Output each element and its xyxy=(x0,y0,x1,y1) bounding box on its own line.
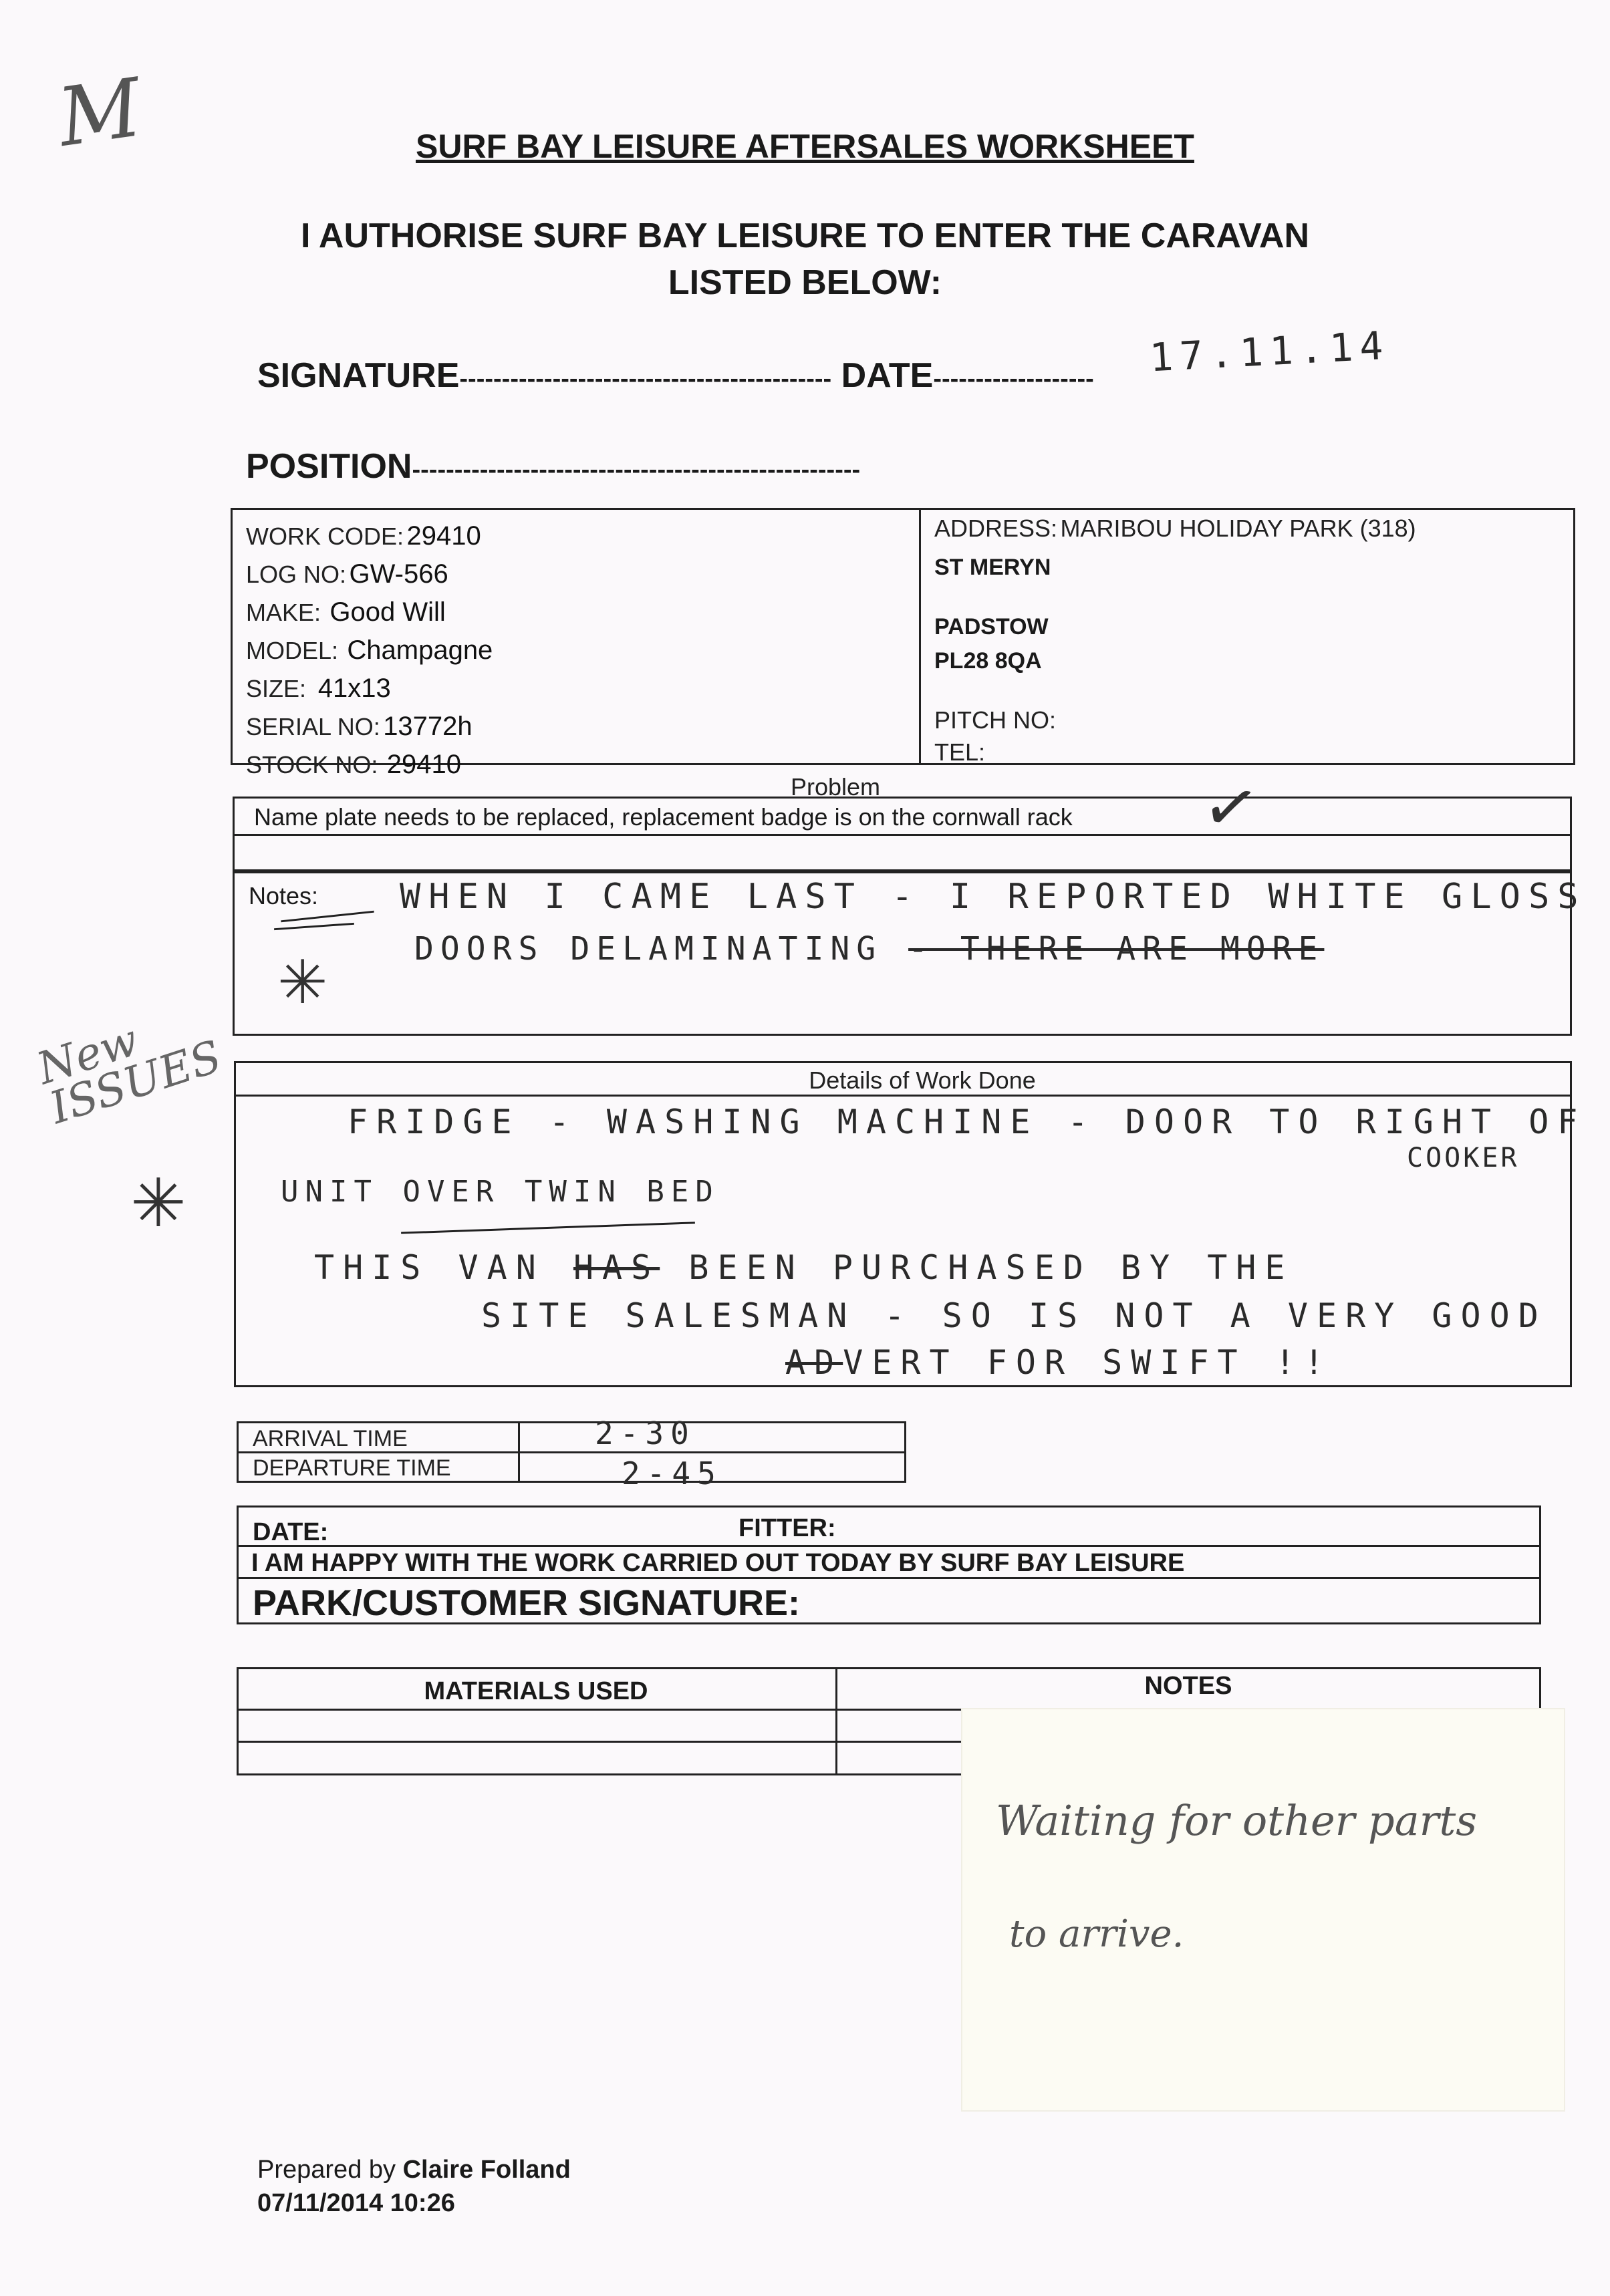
make-row xyxy=(246,596,493,634)
sticky-note xyxy=(962,1709,1564,2110)
work-done-line-5-struck: AD xyxy=(785,1343,843,1382)
sticky-note-line-1: Waiting for other parts xyxy=(996,1796,1478,1845)
stock-label: STOCK NO: xyxy=(246,751,378,778)
address-line-2: ST MERYN xyxy=(934,555,1051,580)
work-code-value: 29410 xyxy=(406,521,481,551)
log-no-label: LOG NO: xyxy=(246,561,347,588)
address-label: ADDRESS: xyxy=(934,515,1058,542)
arrival-time-value: 2-30 xyxy=(595,1415,696,1451)
departure-time-value: 2-45 xyxy=(622,1455,722,1491)
size-label: SIZE: xyxy=(246,675,307,702)
address-line-4: PL28 8QA xyxy=(934,648,1042,674)
customer-signature-label[interactable]: PARK/CUSTOMER SIGNATURE: xyxy=(253,1583,801,1623)
stock-row xyxy=(246,748,493,786)
unit-address-divider xyxy=(919,508,921,765)
work-done-line-3-end: BEEN PURCHASED BY THE xyxy=(688,1248,1294,1287)
notes-handwritten-line-2-text: DOORS DELAMINATING xyxy=(414,930,883,968)
serial-row xyxy=(246,710,493,748)
check-mark-icon: ✓ xyxy=(1196,766,1265,850)
signoff-date-label: DATE: xyxy=(253,1518,329,1546)
authorisation-text xyxy=(0,212,1610,306)
work-done-line-2: UNIT OVER TWIN BED xyxy=(281,1175,720,1209)
work-done-star-icon: ✳ xyxy=(130,1166,186,1241)
position-label: POSITION xyxy=(246,447,412,486)
margin-initial: M xyxy=(52,61,147,165)
notes-struck-text: - THERE ARE MORE xyxy=(908,930,1325,968)
problem-row-divider xyxy=(233,834,1572,836)
work-done-line-4: SITE SALESMAN - SO IS NOT A VERY GOOD xyxy=(481,1296,1547,1335)
work-done-heading-divider xyxy=(234,1095,1572,1097)
signature-label: SIGNATURE xyxy=(257,356,460,395)
stock-value: 29410 xyxy=(386,750,461,779)
signoff-statement: I AM HAPPY WITH THE WORK CARRIED OUT TODAY BY SURF BAY LEISURE xyxy=(251,1549,1185,1577)
work-done-line-3-struck: HAS xyxy=(573,1248,660,1287)
address-block xyxy=(934,513,1563,766)
work-code-row xyxy=(246,520,493,558)
size-value: 41x13 xyxy=(317,674,391,703)
work-done-line-5 xyxy=(785,1343,1333,1382)
position-dashes[interactable]: ----------------------------------------------------- xyxy=(412,456,861,484)
materials-used-header: MATERIALS USED xyxy=(424,1677,648,1705)
authorisation-line-2: LISTED BELOW: xyxy=(668,263,942,302)
notes-star-icon: ✳ xyxy=(277,950,328,1016)
materials-notes-header: NOTES xyxy=(1144,1672,1232,1700)
signoff-fitter-label: FITTER: xyxy=(739,1514,836,1542)
new-issues-margin-note: New ISSUES xyxy=(31,1014,228,1135)
unit-details xyxy=(246,520,493,786)
make-label: MAKE: xyxy=(246,599,321,626)
prepared-timestamp: 07/11/2014 10:26 xyxy=(257,2189,455,2217)
work-done-line-3 xyxy=(314,1248,1294,1287)
address-line-1: MARIBOU HOLIDAY PARK (318) xyxy=(1060,515,1416,542)
date-dashes[interactable]: ------------------- xyxy=(933,365,1094,393)
prepared-by-name: Claire Folland xyxy=(402,2156,571,2184)
notes-handwritten-line-1: WHEN I CAME LAST - I REPORTED WHITE GLOSS xyxy=(400,877,1587,917)
date-handwritten: 17.11.14 xyxy=(1148,322,1391,381)
make-value: Good Will xyxy=(329,597,446,627)
work-code-label: WORK CODE: xyxy=(246,523,404,550)
model-label: MODEL: xyxy=(246,637,339,664)
arrival-time-label: ARRIVAL TIME xyxy=(253,1426,408,1451)
signature-row xyxy=(257,355,1094,396)
work-done-line-5-text: VERT FOR SWIFT !! xyxy=(843,1343,1333,1382)
notes-label: Notes: xyxy=(249,882,319,909)
position-row xyxy=(246,446,860,486)
log-no-row xyxy=(246,558,493,596)
work-done-line-3-start: THIS VAN xyxy=(314,1248,545,1287)
date-label: DATE xyxy=(841,356,934,395)
serial-value: 13772h xyxy=(383,712,473,741)
log-no-value: GW-566 xyxy=(349,559,448,589)
pitch-no-label: PITCH NO: xyxy=(934,706,1057,734)
problem-text: Name plate needs to be replaced, replacement badge is on the cornwall rack xyxy=(254,803,1073,831)
prepared-by xyxy=(257,2156,571,2184)
authorisation-line-1: I AUTHORISE SURF BAY LEISURE TO ENTER THE CARAVAN xyxy=(300,217,1310,255)
serial-label: SERIAL NO: xyxy=(246,713,380,740)
tel-label: TEL: xyxy=(934,738,986,766)
sticky-note-line-2: to arrive. xyxy=(1009,1912,1184,1956)
worksheet-title: SURF BAY LEISURE AFTERSALES WORKSHEET xyxy=(416,128,1194,165)
model-value: Champagne xyxy=(347,635,493,665)
prepared-by-label: Prepared by xyxy=(257,2156,396,2184)
signature-dashes[interactable]: -------------------------------------------- xyxy=(459,365,832,393)
work-done-heading: Details of Work Done xyxy=(809,1066,1036,1094)
model-row xyxy=(246,634,493,672)
size-row xyxy=(246,672,493,710)
departure-time-label: DEPARTURE TIME xyxy=(253,1455,451,1481)
signoff-divider-1 xyxy=(237,1545,1541,1547)
work-done-line-1: FRIDGE - WASHING MACHINE - DOOR TO RIGHT OF xyxy=(348,1103,1587,1141)
problem-heading: Problem xyxy=(790,773,881,801)
notes-handwritten-line-2 xyxy=(414,930,1324,968)
address-line-3: PADSTOW xyxy=(934,614,1049,639)
work-done-line-1b: COOKER xyxy=(1407,1143,1520,1173)
